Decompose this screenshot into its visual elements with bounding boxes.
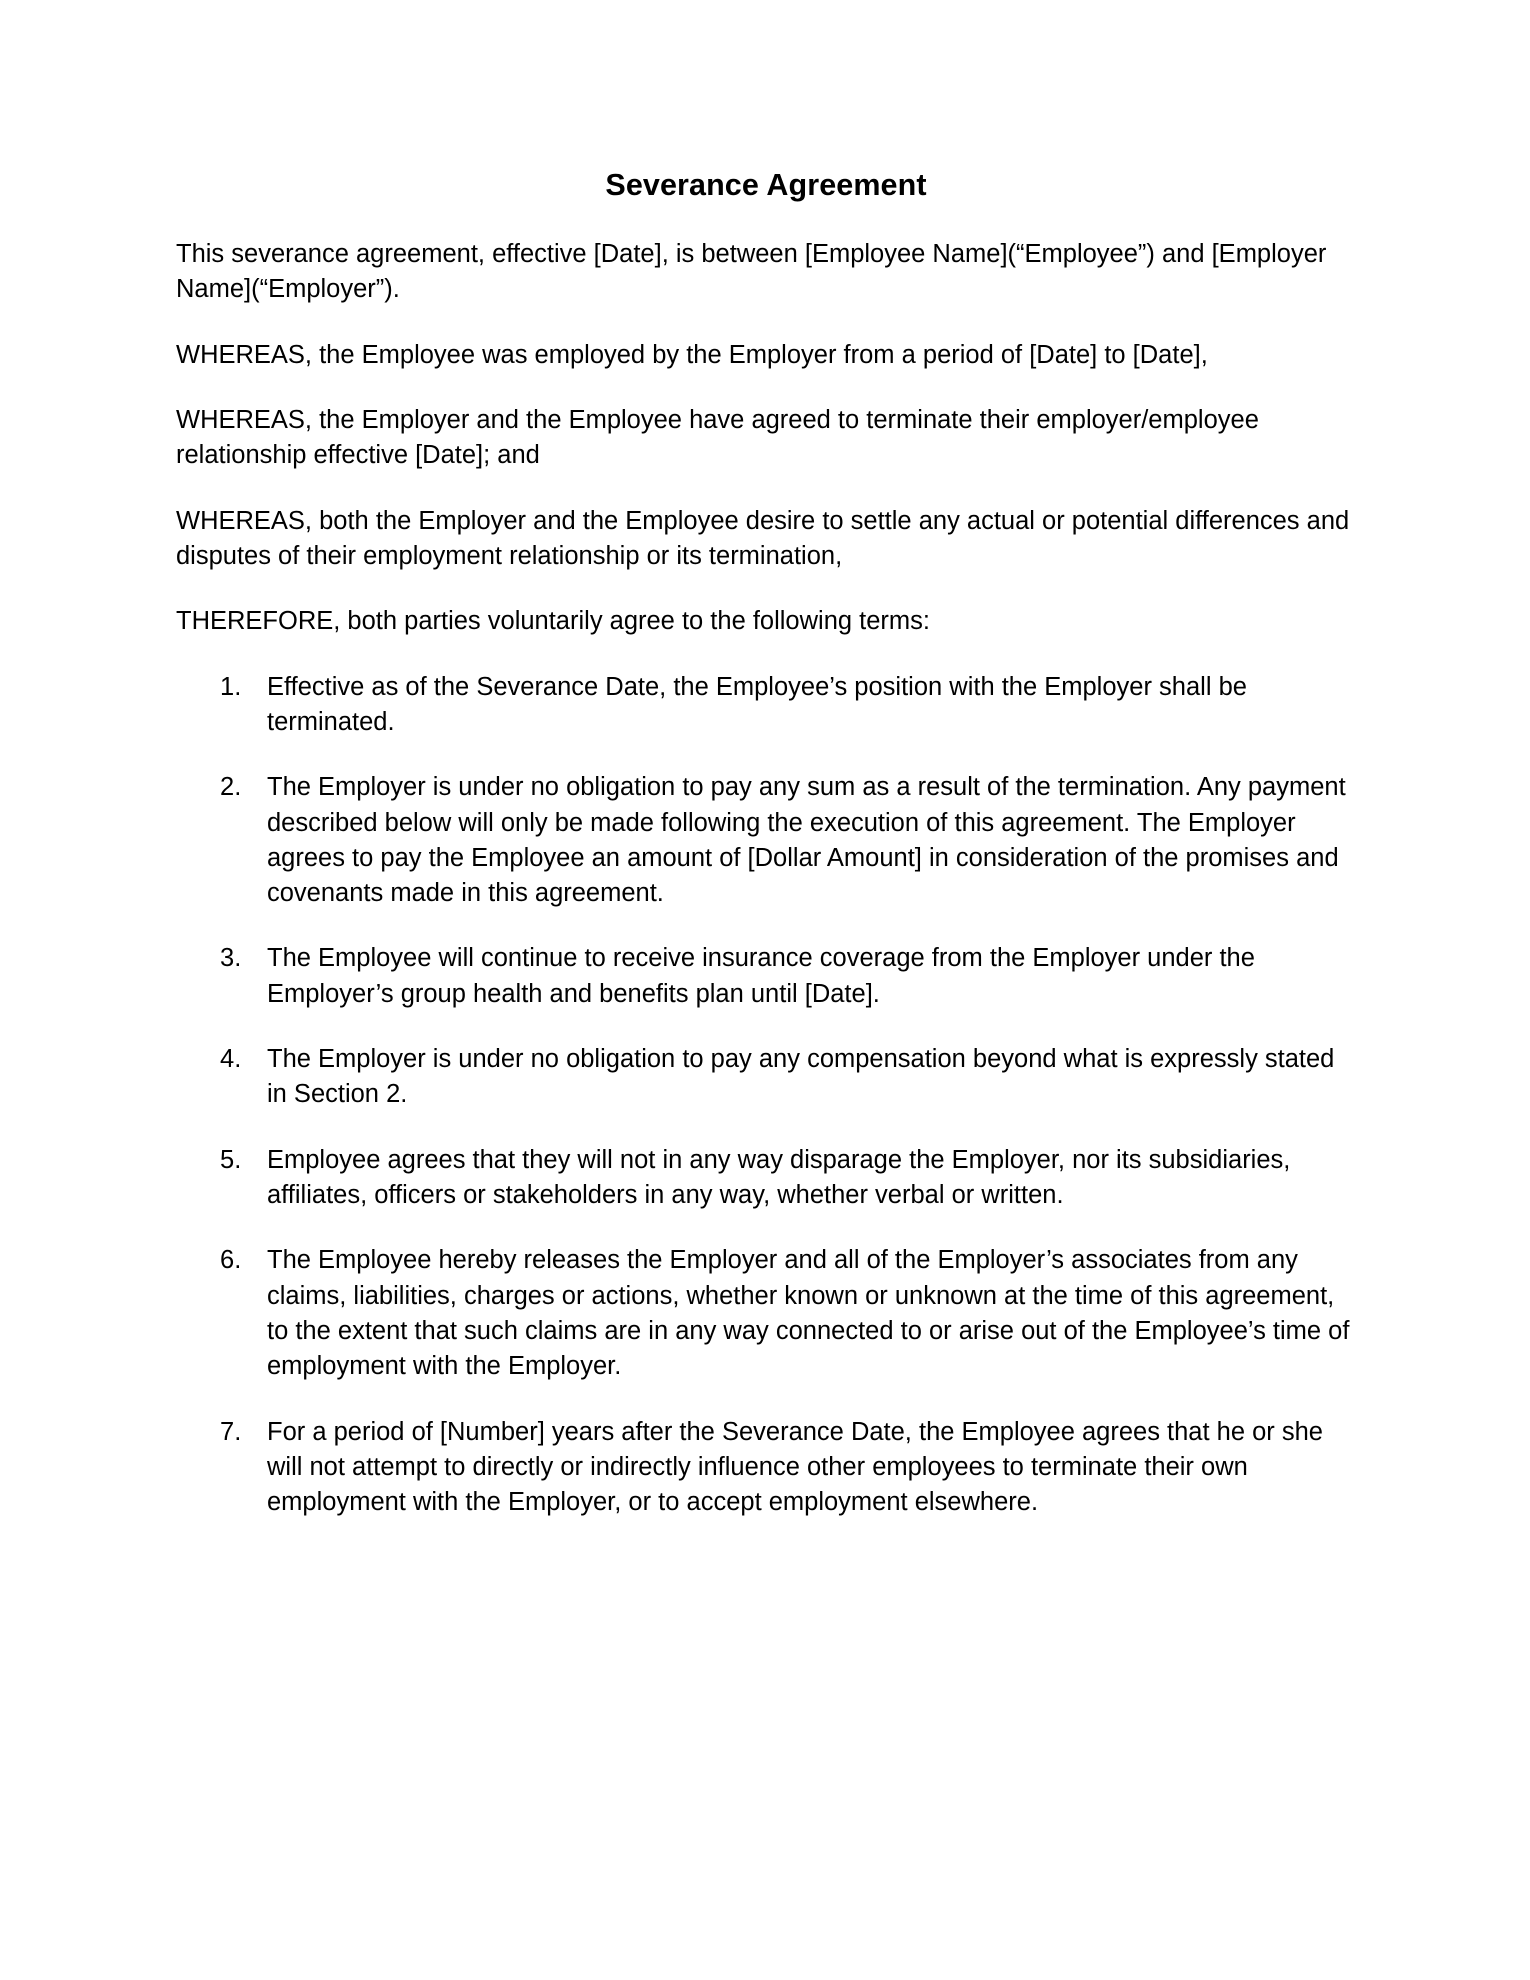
list-item: The Employer is under no obligation to pay any sum as a result of the termination. Any payment described below will only be made following the execution of this agreement. The Employer agrees to pay the Employee an amount of [Dollar Amount] in consideration of the promises and covenants made in this agreement.: [267, 773, 1346, 908]
paragraph-whereas-settlement: WHEREAS, both the Employer and the Employee desire to settle any actual or potential differences and disputes of their employment relationship or its termination,: [176, 506, 1350, 570]
list-item: The Employee will continue to receive insurance coverage from the Employer under the Employer’s group health and benefits plan until [Date].: [267, 944, 1255, 1008]
list-item: For a period of [Number] years after the Severance Date, the Employee agrees that he or she will not attempt to directly or indirectly influence other employees to terminate their own employment with the Employer, or to accept employment elsewhere.: [267, 1417, 1323, 1517]
paragraph-preamble: This severance agreement, effective [Date], is between [Employee Name](“Employee”) and [Employer Name](“Employer”).: [176, 240, 1327, 304]
list-item: The Employee hereby releases the Employer and all of the Employer’s associates from any claims, liabilities, charges or actions, whether known or unknown at the time of this agreement, to the extent that such claims are in any way connected to or arise out of the Employee’s time of employment with the Employer.: [267, 1246, 1350, 1381]
paragraph-therefore: THEREFORE, both parties voluntarily agree to the following terms:: [176, 607, 930, 636]
list-item: Effective as of the Severance Date, the Employee’s position with the Employer shall be terminated.: [267, 672, 1247, 736]
list-item: The Employer is under no obligation to pay any compensation beyond what is expressly stated in Section 2.: [267, 1045, 1335, 1109]
terms-list: [176, 670, 1356, 1521]
paragraph-whereas-employment-period: WHEREAS, the Employee was employed by the Employer from a period of [Date] to [Date],: [176, 340, 1208, 369]
document-body: [176, 168, 1356, 1521]
paragraph-whereas-termination: WHEREAS, the Employer and the Employee have agreed to terminate their employer/employee relationship effective [Date]; and: [176, 406, 1259, 470]
list-item: Employee agrees that they will not in any way disparage the Employer, nor its subsidiaries, affiliates, officers or stakeholders in any way, whether verbal or written.: [267, 1145, 1291, 1209]
page-title: Severance Agreement: [605, 168, 927, 202]
